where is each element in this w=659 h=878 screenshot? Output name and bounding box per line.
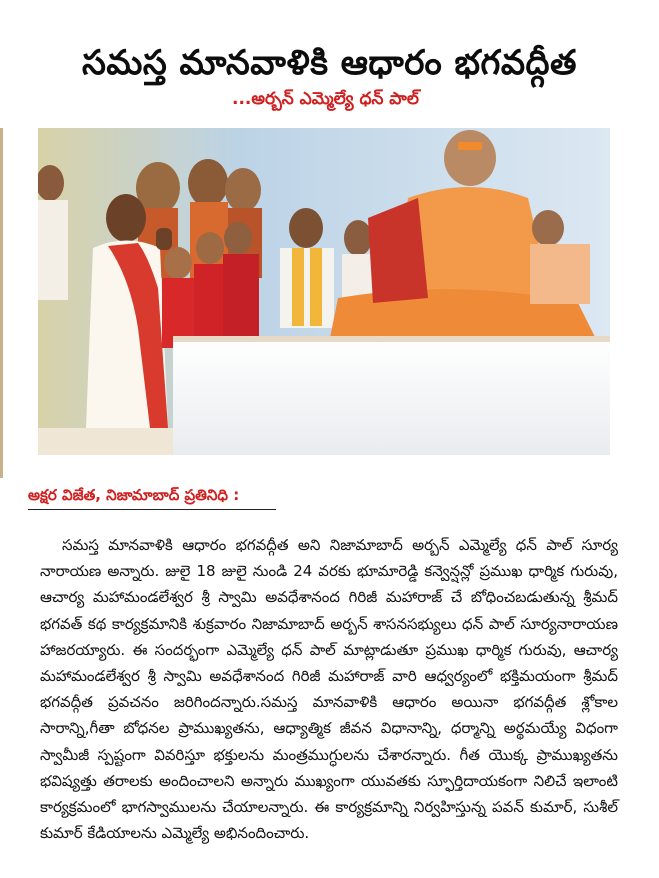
dateline-underline bbox=[28, 509, 276, 510]
article-dateline: అక్షర విజేత, నిజామాబాద్ ప్రతినిధి : bbox=[28, 486, 240, 504]
article-byline: ...అర్బన్ ఎమ్మెల్యే ధన్ పాల్ bbox=[232, 89, 419, 109]
page-edge-strip bbox=[0, 128, 3, 478]
article-headline: సమస్త మానవాళికి ఆధారం భగవద్గీత bbox=[82, 42, 577, 83]
news-photo bbox=[38, 128, 610, 455]
article-body: సమస్త మానవాళికి ఆధారం భగవద్గీత అని నిజామాబాద్ అర్బన్ ఎమ్మెల్యే ధన్ పాల్ సూర్య నారాయణ అన్నారు. జులై 18 జులై నుండి 24 వరకు భూమారెడ్డి కన్వెన్షన్లో ప్రముఖ ధార్మిక గురువు, ఆచార్య మహామండలేశ్వర శ్రీ స్వామి అవధేశానంద గిరిజీ మహారాజ్ చే బోధించబడుతున్న శ్రీమద్ భగవత్ కథ కార్యక్రమానికి శుక్రవారం నిజామాబాద్ అర్బన్ శాసనసభ్యులు ధన్ పాల్ సూర్యనారాయణ హాజరయ్యారు. ఈ సందర్భంగా ఎమ్మెల్యే ధన్ పాల్ మాట్లాడుతూ ప్రముఖ ధార్మిక గురువు, ఆచార్య మహామండలేశ్వర శ్రీ స్వామి అవధేశానంద గిరిజీ మహారాజ్ వారి ఆధ్వర్యంలో భక్తిమయంగా శ్రీమద్ భగవద్గీత ప్రవచనం జరిగిందన్నారు.సమస్త మానవాళికి ఆధారం అయినా భగవద్గీత శ్లోకాల సారాన్ని,గీతా బోధనల ప్రాముఖ్యతను, ఆధ్యాత్మిక జీవన విధానాన్ని, ధర్మాన్ని అర్థమయ్యే విధంగా స్వామీజీ స్పష్టంగా వివరిస్తూ భక్తులను మంత్రముగ్ధులను చేశారన్నారు. గీత యొక్క ప్రాముఖ్యతను భవిష్యత్తు తరాలకు అందించాలని అన్నారు ముఖ్యంగా యువతకు స్ఫూర్తిదాయకంగా నిలిచే ఇలాంటి కార్యక్రమంలో భాగస్వాములను చేయాలన్నారు. ఈ కార్యక్రమాన్ని నిర్వహిస్తున్న పవన్ కుమార్, సుశీల్ కుమార్ కేడియాలను ఎమ్మెల్యే అభినందించారు. bbox=[40, 536, 618, 843]
